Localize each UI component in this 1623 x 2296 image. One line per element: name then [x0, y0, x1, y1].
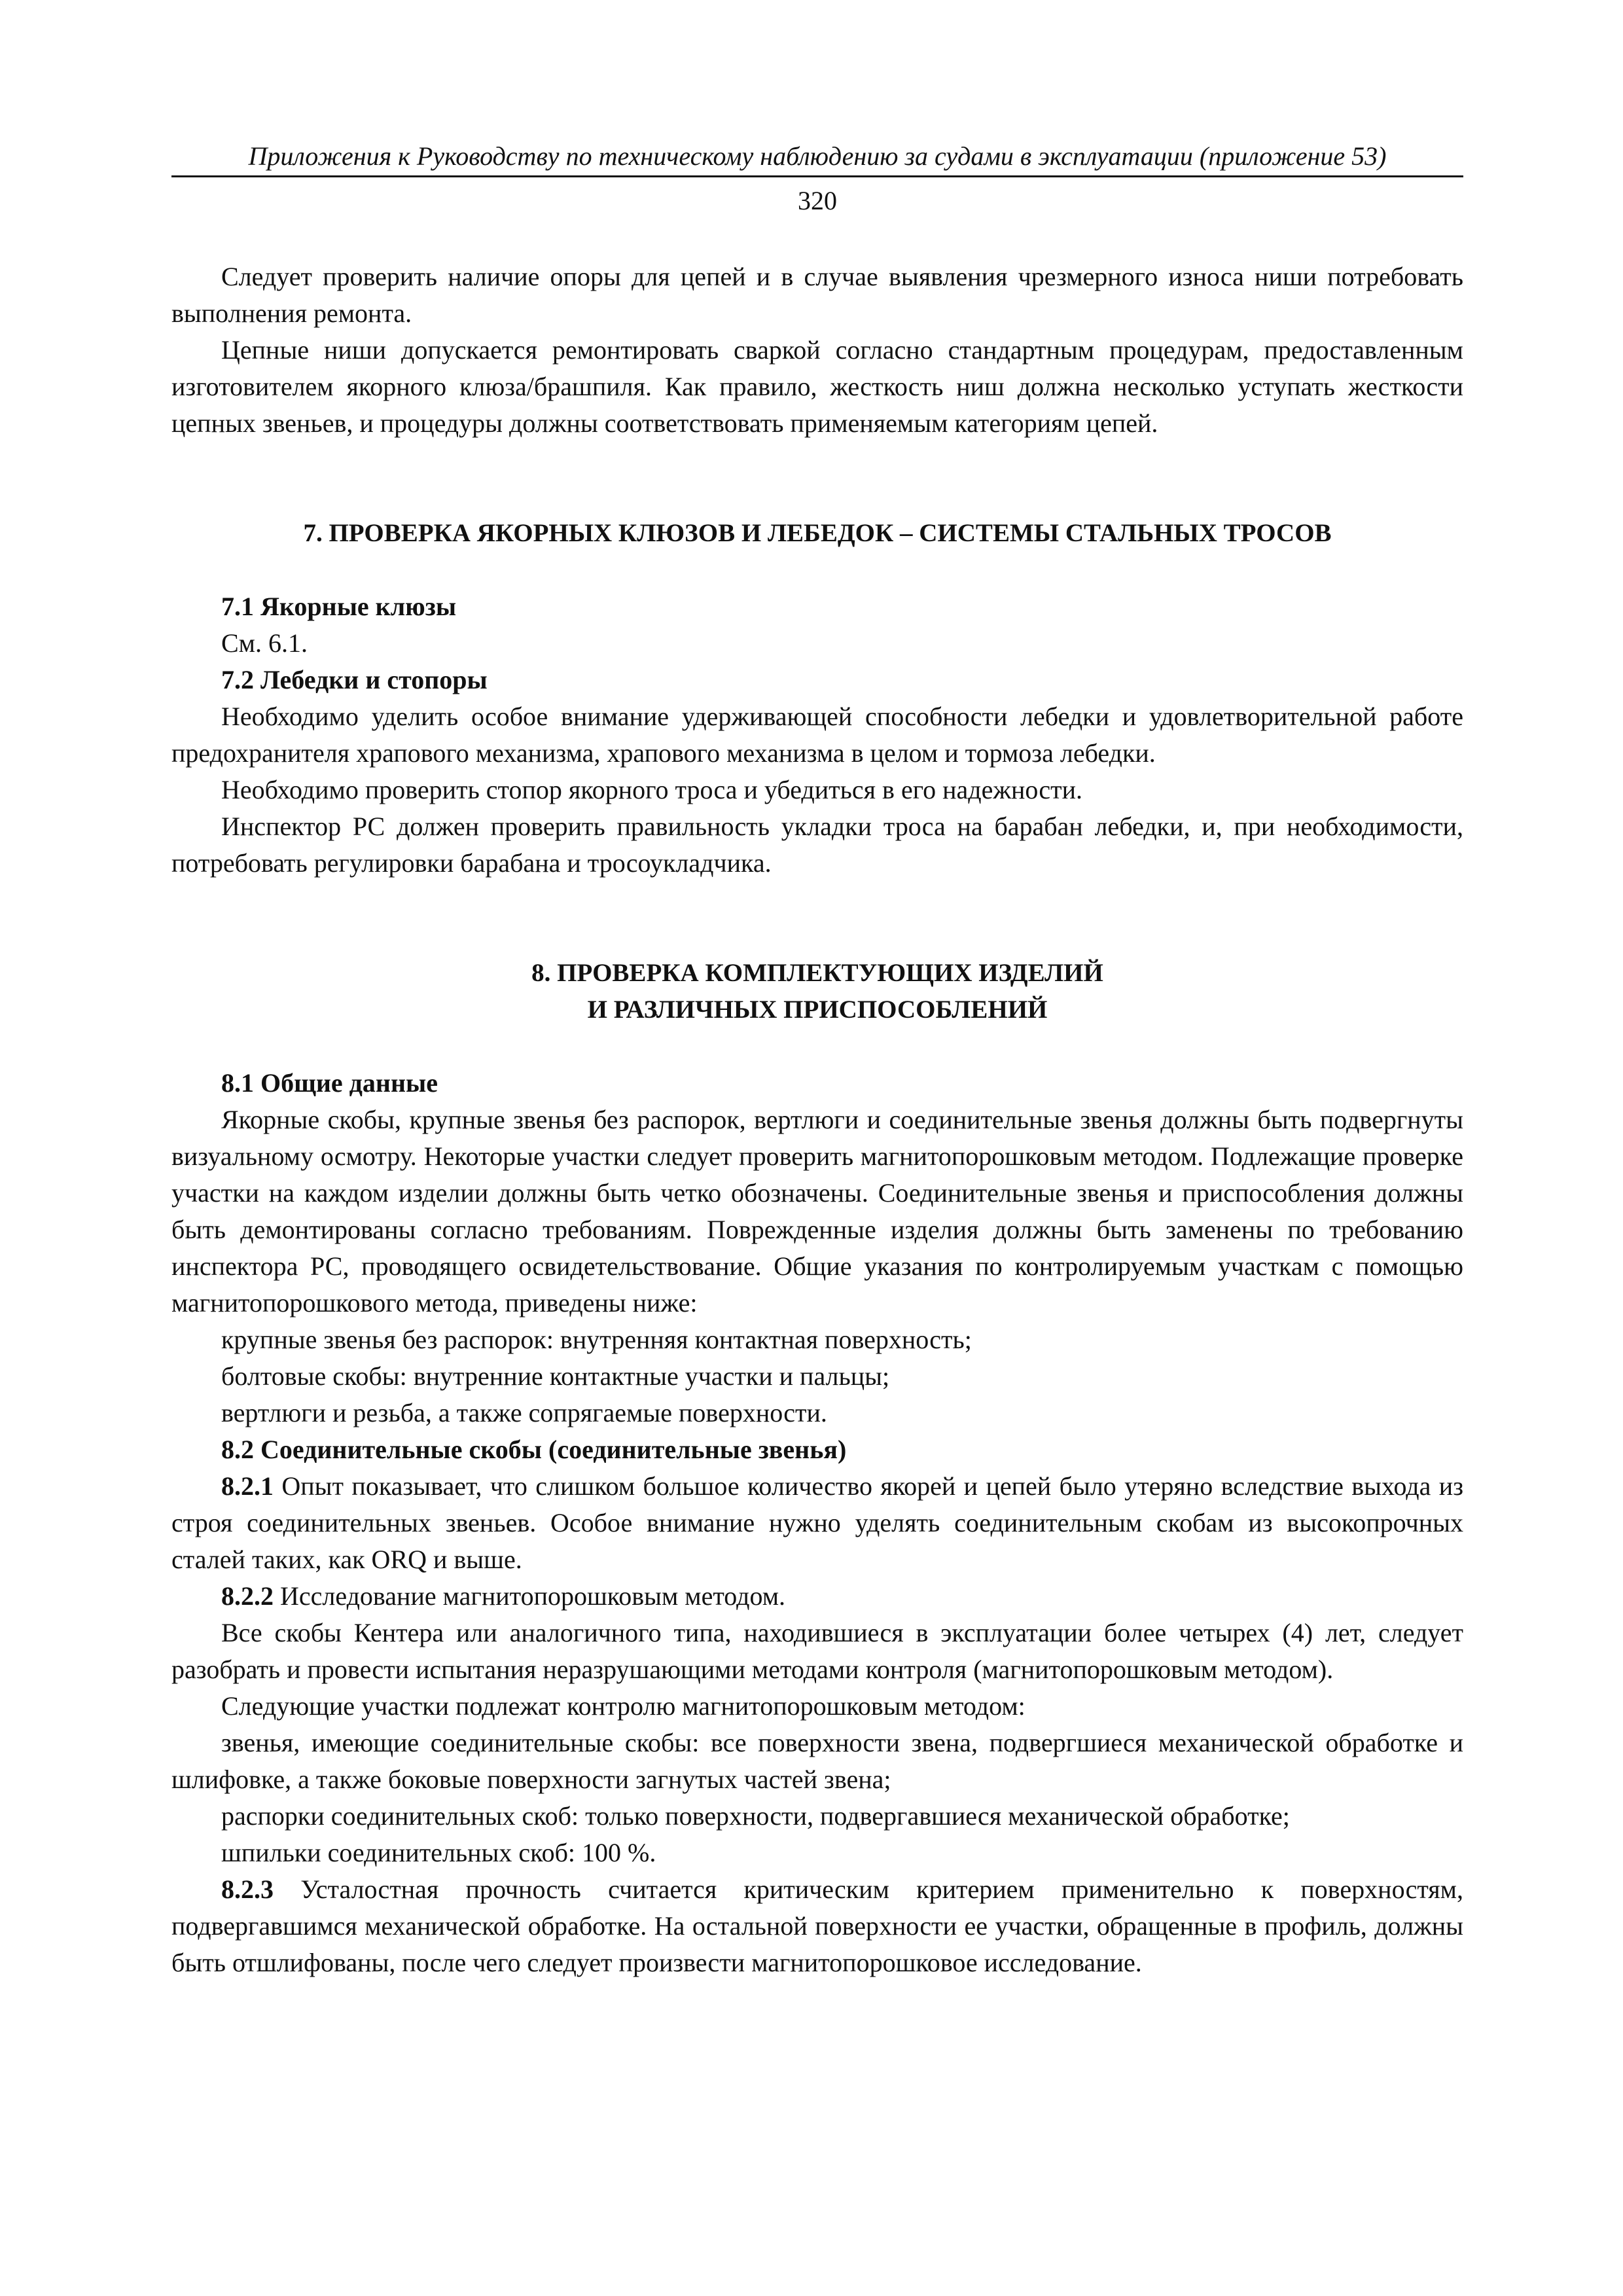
- section-8-1-paragraph: Якорные скобы, крупные звенья без распорок, вертлюги и соединительные звенья должны быть подвергнуты визуальному осмотру. Некоторые участки следует проверить магнитопорошковым методом. Подлежащие проверке участки на каждом изделии должны быть четко обозначены. Соединительные звенья и приспособления должны быть демонтированы согласно требованиям. Поврежденные изделия должны быть заменены по требованию инспектора РС, проводящего освидетельствование. Общие указания по контролируемым участкам с помощью магнитопорошкового метода, приведены ниже:: [171, 1105, 1463, 1318]
- clause-text: Исследование магнитопорошковым методом.: [274, 1581, 786, 1611]
- section-8-2-1-paragraph: [171, 1468, 1463, 1578]
- section-7-2-paragraph-2: Необходимо проверить стопор якорного троса и убедиться в его надежности.: [221, 775, 1083, 804]
- section-7-2-paragraph-3: Инспектор РС должен проверить правильность укладки троса на барабан лебедки, и, при необходимости, потребовать регулировки барабана и тросоукладчика.: [171, 812, 1463, 878]
- page-content: [171, 259, 1463, 1981]
- spacer: [171, 1028, 1463, 1065]
- section-8-2-2-paragraph: [171, 1578, 1463, 1615]
- section-8-2-3-paragraph: [171, 1871, 1463, 1981]
- section-8-2-heading: 8.2 Соединительные скобы (соединительные звенья): [221, 1435, 847, 1464]
- spacer: [171, 442, 1463, 515]
- section-8-title-line-1: 8. ПРОВЕРКА КОМПЛЕКТУЮЩИХ ИЗДЕЛИЙ: [531, 959, 1103, 987]
- list-item: вертлюги и резьба, а также сопрягаемые поверхности.: [221, 1398, 827, 1427]
- clause-number: 8.2.3: [221, 1874, 274, 1904]
- list-item: звенья, имеющие соединительные скобы: все поверхности звена, подвергшиеся механической обработке и шлифовке, а также боковые поверхности загнутых частей звена;: [171, 1728, 1463, 1794]
- section-7-1-text: См. 6.1.: [221, 628, 308, 658]
- list-item: шпильки соединительных скоб: 100 %.: [221, 1838, 656, 1867]
- clause-text: Усталостная прочность считается критическим критерием применительно к поверхностям, подвергавшимся механической обработке. На остальной поверхности ее участки, обращенные в профиль, должны быть отшлифованы, после чего следует произвести магнитопорошковое исследование.: [171, 1874, 1463, 1977]
- section-7-1-heading: 7.1 Якорные клюзы: [221, 592, 457, 621]
- section-8-2-2-body-1: Все скобы Кентера или аналогичного типа, находившиеся в эксплуатации более четырех (4) лет, следует разобрать и провести испытания неразрушающими методами контроля (магнитопорошковым методом).: [171, 1618, 1463, 1684]
- spacer: [171, 882, 1463, 955]
- section-7-2-heading: 7.2 Лебедки и стопоры: [221, 665, 488, 694]
- list-item: крупные звенья без распорок: внутренняя контактная поверхность;: [221, 1325, 972, 1354]
- spacer: [171, 552, 1463, 588]
- section-8-2-2-body-2: Следующие участки подлежат контролю магнитопорошковым методом:: [221, 1691, 1026, 1721]
- intro-paragraph-1: Следует проверить наличие опоры для цепей и в случае выявления чрезмерного износа ниши потребовать выполнения ремонта.: [171, 262, 1463, 328]
- clause-text: Опыт показывает, что слишком большое количество якорей и цепей было утеряно вследствие выхода из строя соединительных звеньев. Особое внимание нужно уделять соединительным скобам из высокопрочных сталей таких, как ORQ и выше.: [171, 1471, 1463, 1574]
- intro-paragraph-2: Цепные ниши допускается ремонтировать сваркой согласно стандартным процедурам, предоставленным изготовителем якорного клюза/брашпиля. Как правило, жесткость ниш должна несколько уступать жесткости цепных звеньев, и процедуры должны соответствовать применяемым категориям цепей.: [171, 335, 1463, 438]
- section-8-title-line-2: И РАЗЛИЧНЫХ ПРИСПОСОБЛЕНИЙ: [587, 996, 1048, 1024]
- list-item: болтовые скобы: внутренние контактные участки и пальцы;: [221, 1361, 890, 1391]
- clause-number: 8.2.1: [221, 1471, 274, 1501]
- running-header: Приложения к Руководству по техническому наблюдению за судами в эксплуатации (приложение 53): [171, 140, 1463, 177]
- section-7-title: 7. ПРОВЕРКА ЯКОРНЫХ КЛЮЗОВ И ЛЕБЕДОК – СИСТЕМЫ СТАЛЬНЫХ ТРОСОВ: [303, 519, 1332, 547]
- section-7-2-paragraph-1: Необходимо уделить особое внимание удерживающей способности лебедки и удовлетворительной работе предохранителя храпового механизма, храпового механизма в целом и тормоза лебедки.: [171, 702, 1463, 768]
- section-8-1-heading: 8.1 Общие данные: [221, 1068, 438, 1098]
- list-item: распорки соединительных скоб: только поверхности, подвергавшиеся механической обработке;: [221, 1801, 1290, 1831]
- page-number: 320: [798, 186, 837, 215]
- clause-number: 8.2.2: [221, 1581, 274, 1611]
